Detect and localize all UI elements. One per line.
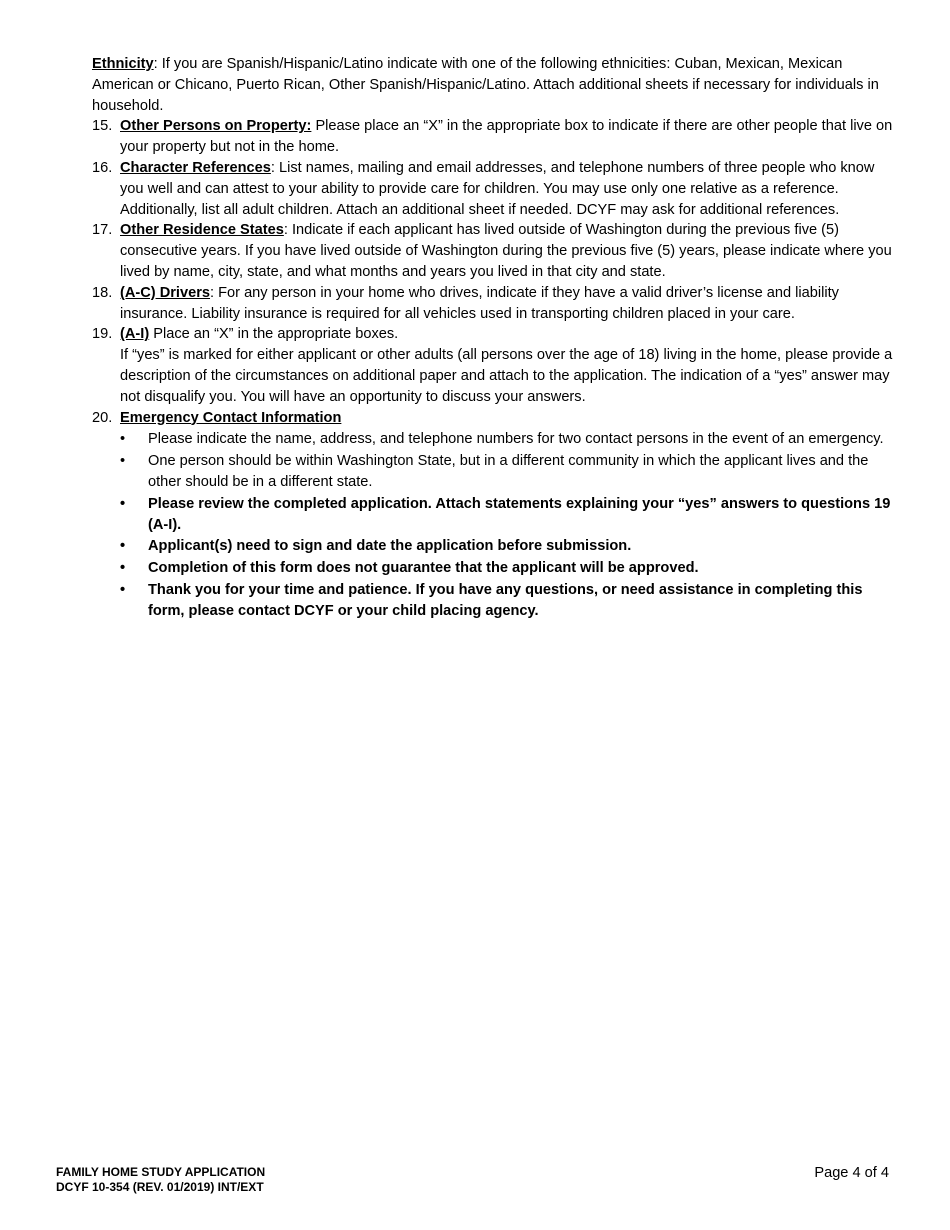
list-item-20 <box>92 408 902 429</box>
bullet-item <box>120 580 902 622</box>
bullet-text: Applicant(s) need to sign and date the application before submission. <box>148 538 632 555</box>
item-text: Please place an “X” in the appropriate box to indicate if there are other people that live on your property but not in the home. <box>120 118 893 156</box>
item-number: 18. <box>92 284 113 301</box>
item-extra-text: If “yes” is marked for either applicant or other adults (all persons over the age of 18) living in the home, please provide a description of the circumstances on additional paper and attach to the application. The indication of a “yes” answer may not disqualify you. You will have an opportunity to discuss your answers. <box>120 347 893 405</box>
item-text: Place an “X” in the appropriate boxes. <box>149 326 399 343</box>
list-item-17 <box>92 220 902 282</box>
bullet-item <box>120 494 902 536</box>
bullet-symbol: • <box>120 538 126 555</box>
item-heading: Other Residence States <box>120 222 284 239</box>
bullet-symbol: • <box>120 581 126 598</box>
bullet-symbol: • <box>120 495 126 512</box>
document-body <box>92 54 902 623</box>
item-number: 19. <box>92 326 113 343</box>
list-item-18 <box>92 283 902 325</box>
form-footer <box>56 1165 265 1195</box>
page-number: Page 4 of 4 <box>814 1165 889 1181</box>
bullet-text: One person should be within Washington State, but in a different community in which the applicant lives and the other should be in a different state. <box>148 453 869 490</box>
bullet-item <box>120 451 902 493</box>
item-text: : For any person in your home who drives, indicate if they have a valid driver’s license and liability insurance. Liability insurance is required for all vehicles used in transporting children placed in your care. <box>120 284 839 322</box>
ethnicity-text: : If you are Spanish/Hispanic/Latino indicate with one of the following ethnicities: Cuban, Mexican, Mexican American or Chicano, Puerto Rican, Other Spanish/Hispanic/Latino. Attach additional sheets if necessary for individuals in household. <box>92 56 879 114</box>
bullet-symbol: • <box>120 431 126 448</box>
form-number: DCYF 10-354 (REV. 01/2019) INT/EXT <box>56 1180 264 1194</box>
bullet-symbol: • <box>120 453 126 470</box>
form-title: FAMILY HOME STUDY APPLICATION <box>56 1165 266 1179</box>
bullet-item <box>120 429 902 450</box>
item-text: : Indicate if each applicant has lived outside of Washington during the previous five (5) consecutive years. If you have lived outside of Washington during the previous five (5) years, please indicate where you lived by name, city, state, and what months and years you lived in that city and state. <box>120 222 892 280</box>
item-heading: (A-I) <box>120 326 150 343</box>
item-text: : List names, mailing and email addresses, and telephone numbers of three people who know you well and can attest to your ability to provide care for children. You may use only one relative as a reference. Additionally, list all adult children. Attach an additional sheet if needed. DCYF may ask for additional references. <box>120 159 875 218</box>
bullet-text: Thank you for your time and patience. If you have any questions, or need assistance in completing this form, please contact DCYF or your child placing agency. <box>148 581 863 619</box>
bullet-symbol: • <box>120 560 126 577</box>
instruction-list <box>92 116 902 428</box>
bullet-text: Please review the completed application. Attach statements explaining your “yes” answers to questions 19 (A-I). <box>148 495 891 533</box>
item-heading: Emergency Contact Information <box>120 409 342 426</box>
bullet-item <box>120 536 902 557</box>
item-heading: Character References <box>120 159 271 176</box>
item-number: 20. <box>92 409 113 426</box>
item-heading: (A-C) Drivers <box>120 284 211 301</box>
ethnicity-paragraph <box>92 54 902 116</box>
ethnicity-heading: Ethnicity <box>92 56 154 72</box>
list-item-15 <box>92 116 902 158</box>
bullet-item <box>120 558 902 579</box>
item-number: 17. <box>92 222 113 239</box>
item-number: 15. <box>92 118 113 135</box>
list-item-19 <box>92 324 902 407</box>
item-heading: Other Persons on Property: <box>120 118 312 135</box>
list-item-16 <box>92 158 902 220</box>
bullet-text: Please indicate the name, address, and telephone numbers for two contact persons in the event of an emergency. <box>148 431 884 448</box>
bullet-text: Completion of this form does not guarantee that the applicant will be approved. <box>148 560 699 577</box>
emergency-contact-bullets <box>92 429 902 621</box>
item-number: 16. <box>92 159 113 176</box>
